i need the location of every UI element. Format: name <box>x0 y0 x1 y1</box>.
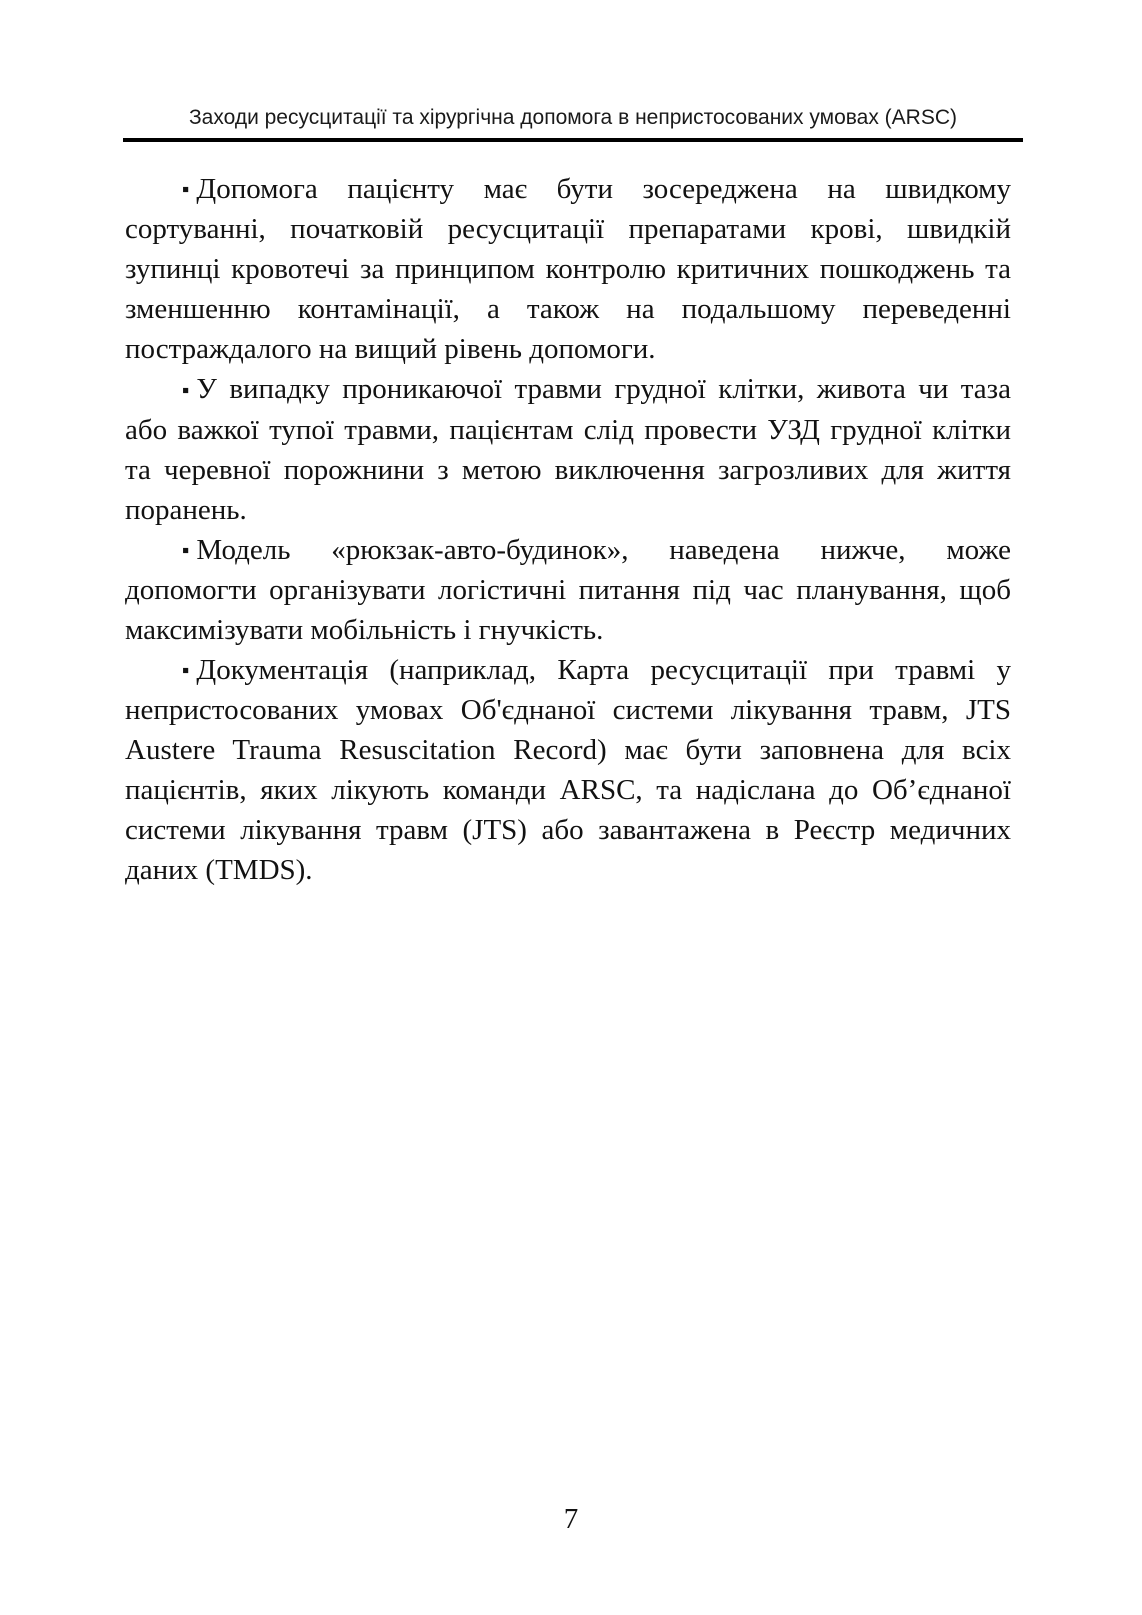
body-paragraph <box>125 650 1011 890</box>
bullet-marker: ▪ <box>182 658 190 683</box>
page-number: 7 <box>563 1503 579 1535</box>
body-text <box>125 169 1011 890</box>
bullet-marker: ▪ <box>182 377 190 402</box>
paragraph-text: Документація (наприклад, Карта ресусцитації при травмі у непристосованих умовах Об'єднаної системи лікування травм, JTS Austere Trauma Resuscitation Record) має бути заповнена для всіх пацієнтів, яких лікують команди ARSC, та надіслана до Об’єднаної системи лікування травм (JTS) або завантажена в Реєстр медичних даних (TMDS). <box>125 654 1011 887</box>
body-paragraph <box>125 369 1011 529</box>
body-paragraph <box>125 530 1011 650</box>
paragraph-text: Модель «рюкзак-авто-будинок», наведена нижче, може допомогти організувати логістичні питання під час планування, щоб максимізувати мобільність і гнучкість. <box>125 533 1011 647</box>
bullet-marker: ▪ <box>182 177 190 202</box>
body-paragraph <box>125 169 1011 369</box>
paragraph-text: Допомога пацієнту має бути зосереджена на швидкому сортуванні, початковій ресусцитації препаратами крові, швидкій зупинці кровотечі за принципом контролю критичних пошкоджень та зменшенню контамінації, а також на подальшому переведенні постраждалого на вищий рівень допомоги. <box>125 173 1011 366</box>
bullet-marker: ▪ <box>182 538 190 563</box>
running-header: Заходи ресусцитації та хірургічна допомога в непристосованих умовах (ARSC) <box>123 103 1023 142</box>
paragraph-text: У випадку проникаючої травми грудної клітки, живота чи таза або важкої тупої травми, пацієнтам слід провести УЗД грудної клітки та черевної порожнини з метою виключення загрозливих для життя поранень. <box>125 373 1011 526</box>
